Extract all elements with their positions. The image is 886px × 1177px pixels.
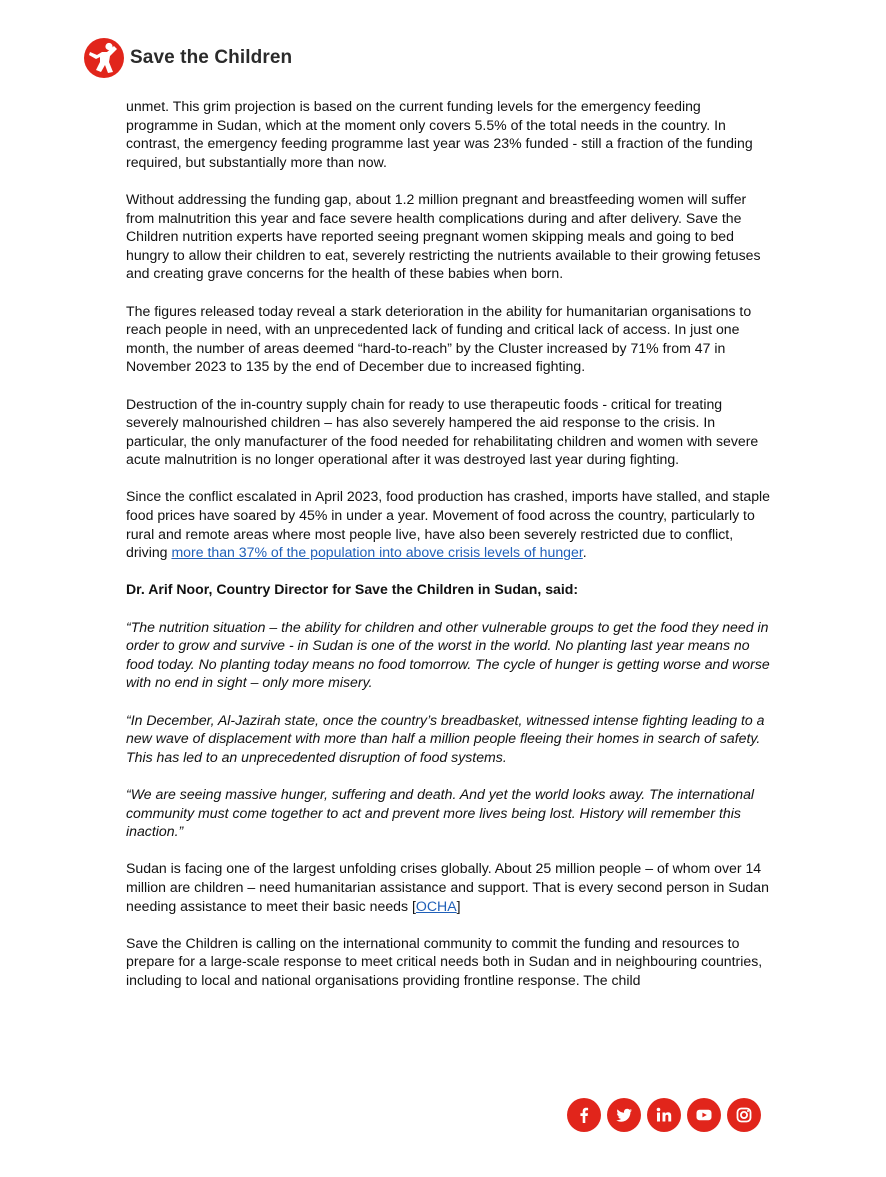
paragraph: Destruction of the in-country supply chain for ready to use therapeutic foods - critical for treating severely malnourished children – has also severely hampered the aid response to the crisis. In particular, the only manufacturer of the food needed for rehabilitating children and women with severe acute malnutrition is no longer operational after it was destroyed last year during fighting. bbox=[126, 395, 759, 468]
paragraph-text: Since the conflict escalated in April 2023, food production has crashed, imports have stalled, and staple food prices have soared by 45% in under a year. Movement of food across the country, particularly to rural and remote areas where most people live, have also been severely restricted due to conflict, driving bbox=[126, 488, 771, 561]
paragraph-end: . bbox=[582, 544, 587, 561]
youtube-icon[interactable] bbox=[687, 1098, 721, 1132]
child-figure-icon bbox=[83, 37, 125, 79]
twitter-icon[interactable] bbox=[607, 1098, 641, 1132]
document-body bbox=[126, 97, 771, 1008]
quote-paragraph: “In December, Al-Jazirah state, once the country’s breadbasket, witnessed intense fighting leading to a new wave of displacement with more than half a million people fleeing their homes in search of safety. This has led to an unprecedented disruption of food systems. bbox=[126, 711, 765, 765]
quote-paragraph: “We are seeing massive hunger, suffering and death. And yet the world looks away. The international community must come together to act and prevent more lives being lost. History will remember this inaction.” bbox=[126, 785, 755, 840]
logo-wordmark: Save the Children bbox=[130, 47, 293, 68]
paragraph: Save the Children is calling on the international community to commit the funding and resources to prepare for a large-scale response to meet critical needs both in Sudan and in neighbouring countries, including to local and national organisations providing frontline response. The child bbox=[126, 934, 763, 988]
quote-paragraph: “The nutrition situation – the ability for children and other vulnerable groups to get the food they need in order to grow and survive - in Sudan is one of the worst in the world. No planting last year means no food today. No planting today means no food tomorrow. The cycle of hunger is getting worse and worse with no end in sight – only more misery. bbox=[126, 618, 770, 691]
facebook-icon[interactable] bbox=[567, 1098, 601, 1132]
quote-attribution: Dr. Arif Noor, Country Director for Save the Children in Sudan, said: bbox=[126, 581, 579, 598]
social-links bbox=[567, 1098, 761, 1132]
instagram-icon[interactable] bbox=[727, 1098, 761, 1132]
paragraph: The figures released today reveal a stark deterioration in the ability for humanitarian organisations to reach people in need, with an unprecedented lack of funding and critical lack of access. In just one month, the number of areas deemed “hard-to-reach” by the Cluster increased by 71% from 47 in November 2023 to 135 by the end of December due to increased fighting. bbox=[126, 302, 752, 375]
paragraph-end: ] bbox=[456, 897, 461, 914]
paragraph bbox=[126, 859, 771, 915]
linkedin-icon[interactable] bbox=[647, 1098, 681, 1132]
paragraph bbox=[126, 487, 771, 561]
paragraph: Without addressing the funding gap, about 1.2 million pregnant and breastfeeding women will suffer from malnutrition this year and face severe health complications during and after delivery. Save the Children nutrition experts have reported seeing pregnant women skipping meals and going to bed hungry to allow their children to eat, severely restricting the nutrients available to their growing fetuses and creating grave concerns for the health of these babies when born. bbox=[126, 190, 761, 282]
hunger-statistics-link[interactable]: more than 37% of the population into above crisis levels of hunger bbox=[171, 544, 583, 561]
save-the-children-logo[interactable] bbox=[83, 36, 292, 80]
paragraph: unmet. This grim projection is based on the current funding levels for the emergency feeding programme in Sudan, which at the moment only covers 5.5% of the total needs in the country. In contrast, the emergency feeding programme last year was 23% funded - still a fraction of the funding required, but substantially more than now. bbox=[126, 98, 753, 170]
ocha-link[interactable]: OCHA bbox=[415, 897, 457, 914]
paragraph-text: Sudan is facing one of the largest unfolding crises globally. About 25 million people – of whom over 14 million are children – need humanitarian assistance and support. That is every second person in Sudan needing assistance to meet their basic needs [ bbox=[126, 860, 769, 914]
